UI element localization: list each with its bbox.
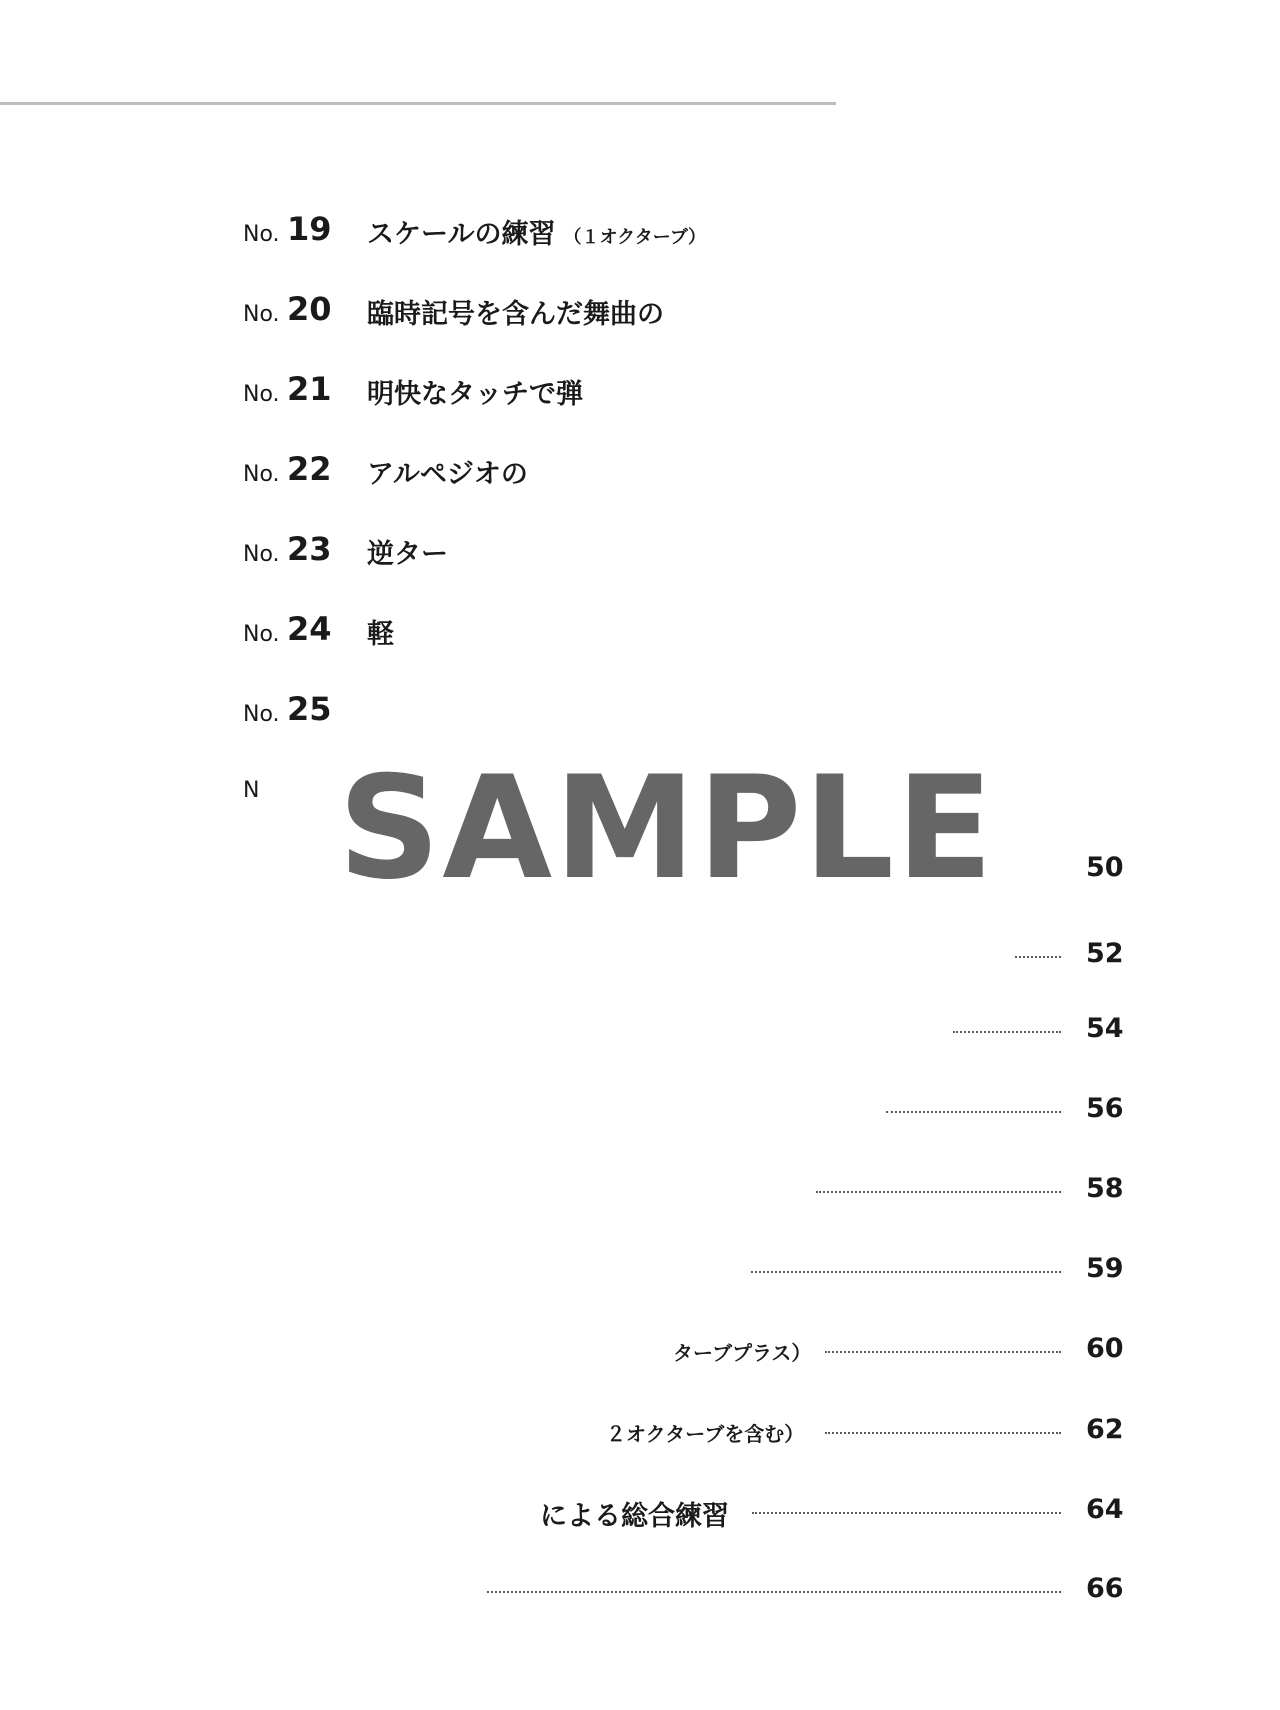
- entry-title-sub: （１オクターブ）: [563, 227, 707, 248]
- toc-page-line: [0, 1093, 1280, 1133]
- leader-dots: [825, 1432, 1061, 1434]
- page-number: 59: [1086, 1253, 1124, 1284]
- page-number: 52: [1086, 938, 1124, 969]
- entry-no-label: No.: [243, 542, 280, 567]
- entry-title-fragment: ターブプラス）: [673, 1341, 812, 1365]
- entry-no-label: No.: [243, 222, 280, 247]
- leader-dots: [816, 1191, 1061, 1193]
- entry-title-text: スケールの練習: [367, 219, 556, 250]
- entry-number: 22: [287, 450, 332, 488]
- entry-number: 19: [287, 210, 332, 248]
- entry-title-fragment: ２オクターブを含む）: [606, 1422, 805, 1446]
- toc-page-line: [0, 1013, 1280, 1053]
- page-number: 50: [1086, 852, 1124, 883]
- toc-page-line: [0, 1494, 1280, 1534]
- entry-no-label: No.: [243, 382, 280, 407]
- entry-no-label: No.: [243, 702, 280, 727]
- entry-title-fragment: による総合練習: [540, 1501, 729, 1532]
- entry-number: 23: [287, 530, 332, 568]
- page-number: 62: [1086, 1414, 1124, 1445]
- toc-page-line: [0, 1173, 1280, 1213]
- entry-no-label: No.: [243, 302, 280, 327]
- entry-no-label: No.: [243, 462, 280, 487]
- leader-dots: [487, 1591, 1061, 1593]
- toc-page-line: [0, 1253, 1280, 1293]
- entry-title: 軽: [367, 619, 394, 650]
- entry-title: アルペジオの: [367, 459, 528, 490]
- entry-number: 20: [287, 290, 332, 328]
- entry-number: 25: [287, 690, 332, 728]
- entry-title: 明快なタッチで弾: [367, 379, 583, 410]
- entry-title: 逆ター: [367, 539, 448, 570]
- top-rule: [0, 102, 836, 105]
- entry-number: 24: [287, 610, 332, 648]
- leader-dots: [1015, 956, 1061, 958]
- entry-title: 臨時記号を含んだ舞曲の: [367, 299, 664, 330]
- page-number: 58: [1086, 1173, 1124, 1204]
- leader-dots: [751, 1271, 1061, 1273]
- leader-dots: [825, 1351, 1061, 1353]
- entry-number: 21: [287, 370, 332, 408]
- page-number: 60: [1086, 1333, 1124, 1364]
- leader-dots: [886, 1111, 1061, 1113]
- sample-watermark: SAMPLE: [338, 746, 996, 911]
- toc-page-line: [0, 1414, 1280, 1454]
- partial-entry-label: N: [243, 778, 260, 803]
- leader-dots: [752, 1512, 1061, 1514]
- page-number: 56: [1086, 1093, 1124, 1124]
- toc-page-line: [0, 938, 1280, 978]
- leader-dots: [953, 1031, 1061, 1033]
- entry-title: [367, 212, 706, 251]
- toc-page-line: [0, 1333, 1280, 1373]
- entry-no-label: No.: [243, 622, 280, 647]
- toc-page-line: [0, 1573, 1280, 1613]
- page-number: 64: [1086, 1494, 1124, 1525]
- page-number: 54: [1086, 1013, 1124, 1044]
- page-number: 66: [1086, 1573, 1124, 1604]
